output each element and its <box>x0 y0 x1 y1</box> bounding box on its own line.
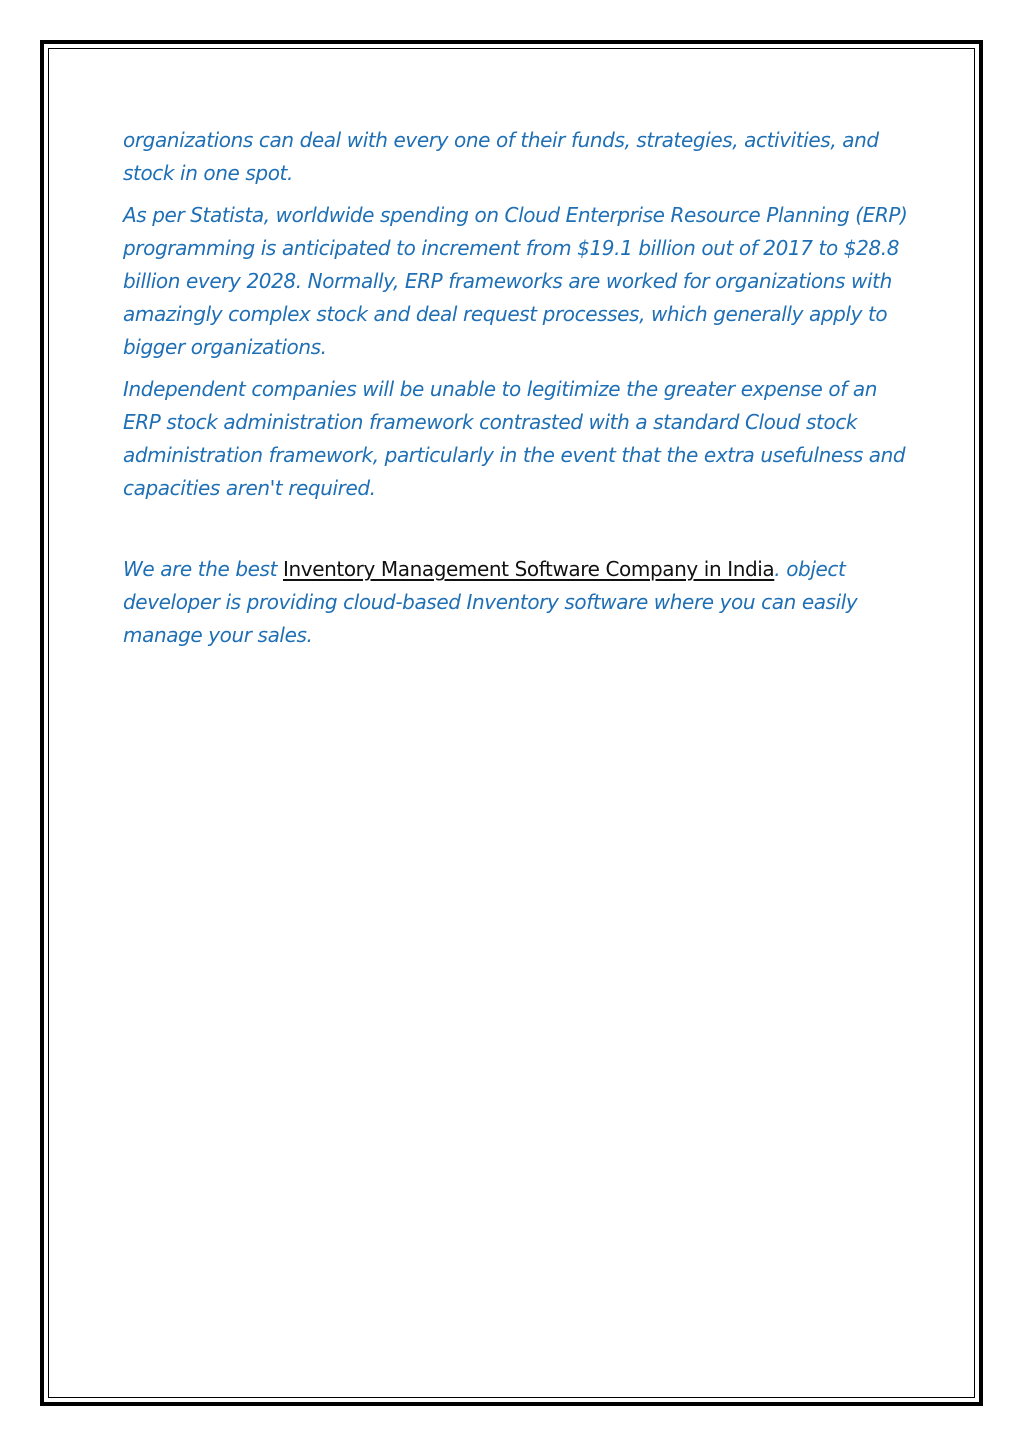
paragraph-statista: As per Statista, worldwide spending on Cloud Enterprise Resource Planning (ERP) programming is anticipated to increment from $19.1 billion out of 2017 to $28.8 billion every 2028. Normally, ERP frameworks are worked for organizations with amazingly complex stock and deal request processes, which generally apply to bigger organizations. <box>123 203 908 359</box>
paragraph-independent-companies: Independent companies will be unable to legitimize the greater expense of an ERP stock administration framework contrasted with a standard Cloud stock administration framework, particularly in the event that the extra usefulness and capacities aren't required. <box>123 377 906 500</box>
paragraph-promo <box>123 553 913 652</box>
promo-suffix: . object developer is providing cloud-based Inventory software where you can easily manage your sales. <box>123 557 858 647</box>
paragraph-intro-continuation: organizations can deal with every one of their funds, strategies, activities, and stock in one spot. <box>123 128 879 185</box>
promo-prefix: We are the best <box>123 557 283 581</box>
inventory-software-link[interactable]: Inventory Management Software Company in India <box>282 557 775 581</box>
document-body <box>123 124 913 661</box>
